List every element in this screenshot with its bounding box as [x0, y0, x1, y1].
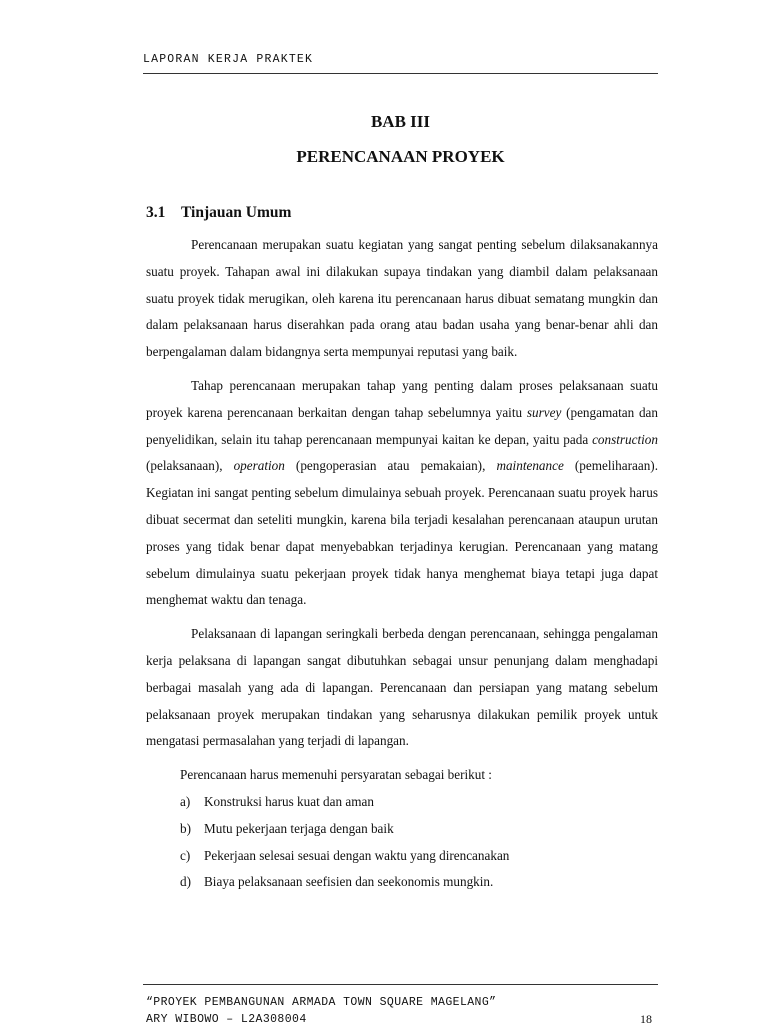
paragraph-3: Pelaksanaan di lapangan seringkali berbeda dengan perencanaan, sehingga pengalaman kerja pelaksana di lapangan sangat dibutuhkan sebagai unsur penunjang dalam menghadapi berbagai masalah yang ada di lapangan. Perencanaan dan persiapan yang matang sebelum pelaksanaan proyek merupakan tindakan yang seharusnya dilakukan pemilik proyek untuk mengatasi permasalahan yang terjadi di lapangan. — [146, 626, 658, 749]
text-run: (pengoperasian atau pemakaian), — [284, 458, 497, 474]
body-text — [146, 232, 658, 896]
list-item — [180, 869, 658, 896]
text-run: (pengamatan dan penyelidikan, selain itu tahap perencanaan mempunyai kaitan ke depan, yaitu pada — [146, 404, 658, 447]
list-label: c) — [180, 847, 191, 863]
paragraph-2 — [146, 373, 658, 614]
text-run: (pemeliharaan). Kegiatan ini sangat penting sebelum dimulainya sebuah proyek. Perencanaan suatu proyek harus dibuat secermat dan seteliti mungkin, karena bila terjadi kesalahan perencanaan ataupun urutan proses yang tidak benar dapat menyebabkan terjadinya kerugian. Perencanaan yang matang sebelum dimulainya suatu pekerjaan proyek tidak hanya menghemat biaya tetapi juga dapat menghemat waktu dan tenaga. — [146, 458, 658, 608]
italic-term: survey — [526, 404, 562, 420]
italic-term: maintenance — [496, 458, 564, 474]
section-heading — [146, 204, 291, 222]
page-number: 18 — [640, 1012, 652, 1026]
section-title: Tinjauan Umum — [181, 204, 292, 221]
list-intro: Perencanaan harus memenuhi persyaratan sebagai berikut : — [180, 767, 492, 783]
chapter-number: BAB III — [370, 112, 431, 131]
list-item — [180, 843, 658, 870]
section-number: 3.1 — [146, 204, 166, 221]
footer-rule — [143, 984, 658, 985]
text-run: (pelaksanaan), — [146, 458, 234, 474]
running-header: LAPORAN KERJA PRAKTEK — [143, 53, 314, 66]
list-text: Konstruksi harus kuat dan aman — [204, 793, 374, 809]
text-run: Tahap perencanaan merupakan tahap yang penting dalam proses pelaksanaan suatu proyek karena perencanaan berkaitan dengan tahap sebelumnya yaitu — [146, 377, 658, 420]
list-text: Mutu pekerjaan terjaga dengan baik — [204, 820, 394, 836]
header-rule — [143, 73, 658, 74]
requirements-list — [146, 789, 658, 896]
list-text: Biaya pelaksanaan seefisien dan seekonomis mungkin. — [204, 874, 494, 890]
list-item — [180, 789, 658, 816]
footer-project: “PROYEK PEMBANGUNAN ARMADA TOWN SQUARE MAGELANG” — [146, 996, 497, 1009]
italic-term: operation — [233, 458, 285, 474]
italic-term: construction — [592, 431, 658, 447]
footer-author: ARY WIBOWO – L2A308004 — [146, 1013, 307, 1026]
paragraph-1: Perencanaan merupakan suatu kegiatan yang sangat penting sebelum dilaksanakannya suatu proyek. Tahapan awal ini dilakukan supaya tindakan yang diambil dalam pelaksanaan suatu proyek tidak merugikan, oleh karena itu perencanaan harus dibuat sematang mungkin dan dalam pelaksanaan harus diserahkan pada orang atau badan usaha yang benar-benar ahli dan berpengalaman dalam bidangnya serta mempunyai reputasi yang baik. — [146, 237, 658, 360]
chapter-title: PERENCANAAN PROYEK — [296, 147, 505, 166]
list-label: a) — [180, 793, 191, 809]
list-item — [180, 816, 658, 843]
list-label: b) — [180, 820, 191, 836]
list-label: d) — [180, 874, 191, 890]
list-text: Pekerjaan selesai sesuai dengan waktu yang direncanakan — [204, 847, 510, 863]
